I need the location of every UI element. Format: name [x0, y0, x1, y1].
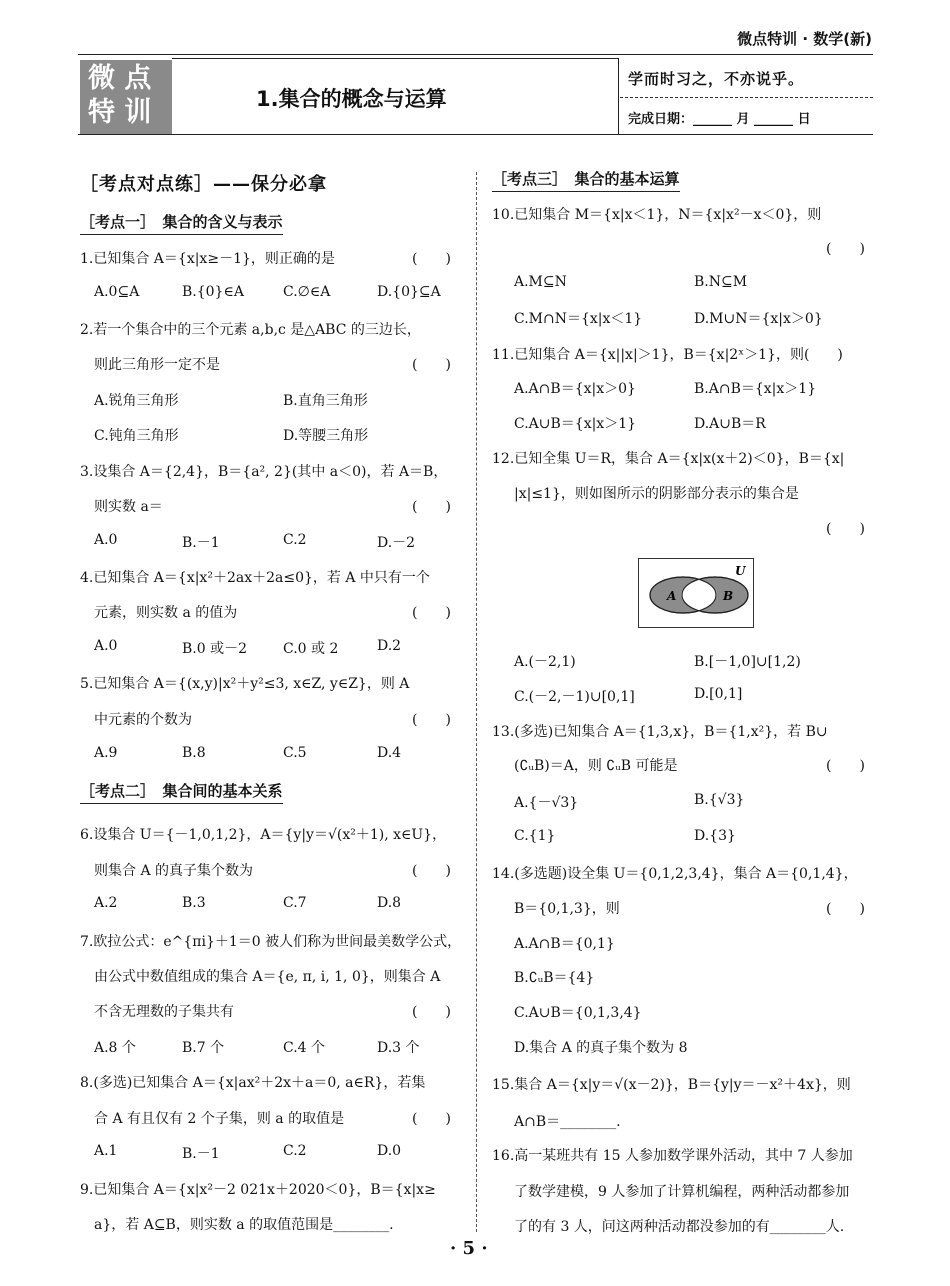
- q10-option-a: A.M⊆N: [514, 274, 567, 290]
- header-bottom-rule: [78, 134, 873, 135]
- q2-option-a: A.锐角三角形: [94, 393, 179, 409]
- q8-option-a: A.1: [94, 1143, 118, 1159]
- logo: [80, 60, 172, 134]
- q12-option-d: D.[0,1]: [694, 686, 743, 702]
- q10-option-d: D.M∪N＝{x|x＞0}: [694, 311, 823, 327]
- q6-option-d: D.8: [377, 895, 402, 911]
- q11-option-b: B.A∩B＝{x|x＞1}: [694, 381, 817, 397]
- q10-option-b: B.N⊆M: [694, 274, 748, 290]
- answer-paren: ( ): [826, 521, 865, 537]
- book-title: 微点特训 · 数学(新): [737, 30, 872, 48]
- q4-line2: 元素，则实数 a 的值为: [94, 605, 238, 621]
- q11-option-a: A.A∩B＝{x|x＞0}: [514, 381, 636, 397]
- q14-option-a: A.A∩B＝{0,1}: [514, 936, 615, 952]
- q6-line1: 6.设集合 U＝{－1,0,1,2}，A＝{y|y＝√(x²＋1), x∈U}，: [80, 827, 447, 843]
- q8-line1: 8.(多选)已知集合 A＝{x|ax²＋2x＋a＝0, a∈R}，若集: [80, 1075, 426, 1091]
- q2-line2: 则此三角形一定不是: [94, 357, 220, 373]
- header-rule: [78, 54, 873, 55]
- q7-option-a: A.8 个: [94, 1040, 136, 1056]
- q11-option-d: D.A∪B＝R: [694, 416, 766, 432]
- q7-line3: 不含无理数的子集共有: [94, 1004, 234, 1020]
- answer-paren: ( ): [412, 251, 451, 267]
- section-2: ［考点二］ 集合间的基本关系: [80, 780, 283, 804]
- logo-line1: 微 点: [88, 63, 152, 94]
- q13-line1: 13.(多选)已知集合 A＝{1,3,x}，B＝{1,x²}，若 B∪: [492, 724, 828, 740]
- q9-line1: 9.已知集合 A＝{x|x²－2 021x＋2020＜0}，B＝{x|x≥: [80, 1182, 436, 1198]
- q2-line1: 2.若一个集合中的三个元素 a,b,c 是△ABC 的三边长，: [80, 322, 421, 338]
- q11-option-c: C.A∪B＝{x|x＞1}: [514, 416, 637, 432]
- q7-line1: 7.欧拉公式：e^{πi}＋1＝0 被人们称为世间最美数学公式，: [80, 934, 462, 950]
- q2-option-c: C.钝角三角形: [94, 428, 179, 444]
- answer-paren: ( ): [826, 241, 865, 257]
- q5-option-a: A.9: [94, 745, 118, 761]
- q1: 1.已知集合 A＝{x|x≥－1}，则正确的是: [80, 251, 335, 267]
- q4-option-b: B.0 或－2: [182, 641, 248, 657]
- q12-line2: |x|≤1}，则如图所示的阴影部分表示的集合是: [514, 486, 799, 502]
- q12-option-c: C.(－2,－1)∪[0,1]: [514, 689, 635, 705]
- q15-line2: A∩B＝________.: [514, 1114, 621, 1130]
- q6-option-c: C.7: [283, 895, 307, 911]
- q9-line2: a}，若 A⊆B，则实数 a 的取值范围是________.: [94, 1217, 394, 1233]
- q6-option-a: A.2: [94, 895, 118, 911]
- q5-line2: 中元素的个数为: [94, 712, 192, 728]
- q10-line1: 10.已知集合 M＝{x|x＜1}，N＝{x|x²－x＜0}，则: [492, 207, 822, 223]
- q3-option-b: B.－1: [182, 535, 220, 551]
- motto: 学而时习之，不亦说乎。: [628, 70, 805, 88]
- q3-line1: 3.设集合 A＝{2,4}，B＝{a², 2}(其中 a＜0)，若 A＝B，: [80, 464, 448, 480]
- q5-option-c: C.5: [283, 745, 307, 761]
- q12-line1: 12.已知全集 U＝R，集合 A＝{x|x(x＋2)＜0}，B＝{x|: [492, 451, 845, 467]
- q2-option-d: D.等腰三角形: [283, 428, 369, 444]
- venn-label-u: U: [735, 564, 746, 578]
- q1-option-b: B.{0}∈A: [182, 284, 244, 300]
- answer-paren: ( ): [412, 1004, 451, 1020]
- q8-option-b: B.－1: [182, 1146, 220, 1162]
- answer-paren: ( ): [412, 357, 451, 373]
- q13-option-b: B.{√3}: [694, 792, 745, 808]
- answer-paren: ( ): [412, 1111, 451, 1127]
- q7-line2: 由公式中数值组成的集合 A＝{e, π, i, 1, 0}，则集合 A: [94, 969, 441, 985]
- q13-option-d: D.{3}: [694, 828, 736, 844]
- q2-option-b: B.直角三角形: [283, 393, 368, 409]
- q3-option-c: C.2: [283, 532, 307, 548]
- q1-option-c: C.∅∈A: [283, 284, 331, 300]
- q1-option-d: D.{0}⊆A: [377, 284, 441, 300]
- q13-line2: (∁ᵤB)＝A，则 ∁ᵤB 可能是: [514, 758, 678, 774]
- q5-option-d: D.4: [377, 745, 402, 761]
- q1-option-a: A.0⊆A: [94, 284, 140, 300]
- venn-label-a: A: [667, 589, 677, 603]
- q8-option-c: C.2: [283, 1143, 307, 1159]
- q10-option-c: C.M∩N＝{x|x＜1}: [514, 311, 643, 327]
- answer-paren: ( ): [412, 499, 451, 515]
- q13-option-c: C.{1}: [514, 828, 556, 844]
- page-number: · 5 ·: [450, 1238, 488, 1259]
- column-divider: [476, 172, 477, 1232]
- q16-line3: 了的有 3 人，问这两种活动都没参加的有________人.: [514, 1219, 845, 1235]
- lesson-title: 1.集合的概念与运算: [256, 87, 447, 111]
- q12-option-a: A.(－2,1): [514, 654, 576, 670]
- section-1: ［考点一］ 集合的含义与表示: [80, 211, 283, 235]
- q3-option-d: D.－2: [377, 535, 416, 551]
- q12-option-b: B.[－1,0]∪[1,2): [694, 654, 801, 670]
- answer-paren: ( ): [412, 863, 451, 879]
- completion-date: 完成日期：______ 月 ______ 日: [628, 112, 811, 127]
- q3-option-a: A.0: [94, 532, 118, 548]
- venn-diagram: [638, 558, 754, 628]
- answer-paren: ( ): [826, 901, 865, 917]
- q16-line2: 了数学建模，9 人参加了计算机编程，两种活动都参加: [514, 1184, 850, 1200]
- q3-line2: 则实数 a＝: [94, 499, 163, 515]
- q14-option-b: B.∁ᵤB＝{4}: [514, 970, 595, 986]
- section-3: ［考点三］ 集合的基本运算: [492, 168, 680, 192]
- q8-line2: 合 A 有且仅有 2 个子集，则 a 的取值是: [94, 1111, 345, 1127]
- venn-svg: [639, 559, 753, 627]
- q7-option-c: C.4 个: [283, 1040, 326, 1056]
- q14-line1: 14.(多选题)设全集 U＝{0,1,2,3,4}，集合 A＝{0,1,4}，: [492, 866, 858, 882]
- q6-option-b: B.3: [182, 895, 206, 911]
- q14-option-c: C.A∪B＝{0,1,3,4}: [514, 1005, 642, 1021]
- venn-label-b: B: [723, 589, 734, 603]
- q7-option-b: B.7 个: [182, 1040, 225, 1056]
- q4-option-a: A.0: [94, 638, 118, 654]
- q5-line1: 5.已知集合 A＝{(x,y)|x²＋y²≤3, x∈Z, y∈Z}，则 A: [80, 676, 410, 692]
- q7-option-d: D.3 个: [377, 1040, 420, 1056]
- q4-option-d: D.2: [377, 638, 402, 654]
- motto-divider: [620, 97, 873, 98]
- q5-option-b: B.8: [182, 745, 206, 761]
- q14-option-d: D.集合 A 的真子集个数为 8: [514, 1040, 688, 1056]
- q8-option-d: D.0: [377, 1143, 402, 1159]
- q4-option-c: C.0 或 2: [283, 641, 339, 657]
- q14-line2: B＝{0,1,3}，则: [514, 901, 620, 917]
- q6-line2: 则集合 A 的真子集个数为: [94, 863, 254, 879]
- q13-option-a: A.{－√3}: [514, 795, 579, 811]
- answer-paren: ( ): [412, 605, 451, 621]
- answer-paren: ( ): [826, 758, 865, 774]
- q15-line1: 15.集合 A＝{x|y＝√(x－2)}，B＝{y|y＝－x²＋4x}，则: [492, 1077, 851, 1093]
- q4-line1: 4.已知集合 A＝{x|x²＋2ax＋2a≤0}，若 A 中只有一个: [80, 570, 430, 586]
- answer-paren: ( ): [412, 712, 451, 728]
- section-main: ［考点对点练］——保分必拿: [80, 174, 327, 195]
- logo-line2: 特 训: [88, 97, 152, 128]
- q11-line1: 11.已知集合 A＝{x||x|＞1}，B＝{x|2ˣ＞1}，则( ): [492, 347, 843, 363]
- q16-line1: 16.高一某班共有 15 人参加数学课外活动，其中 7 人参加: [492, 1148, 853, 1164]
